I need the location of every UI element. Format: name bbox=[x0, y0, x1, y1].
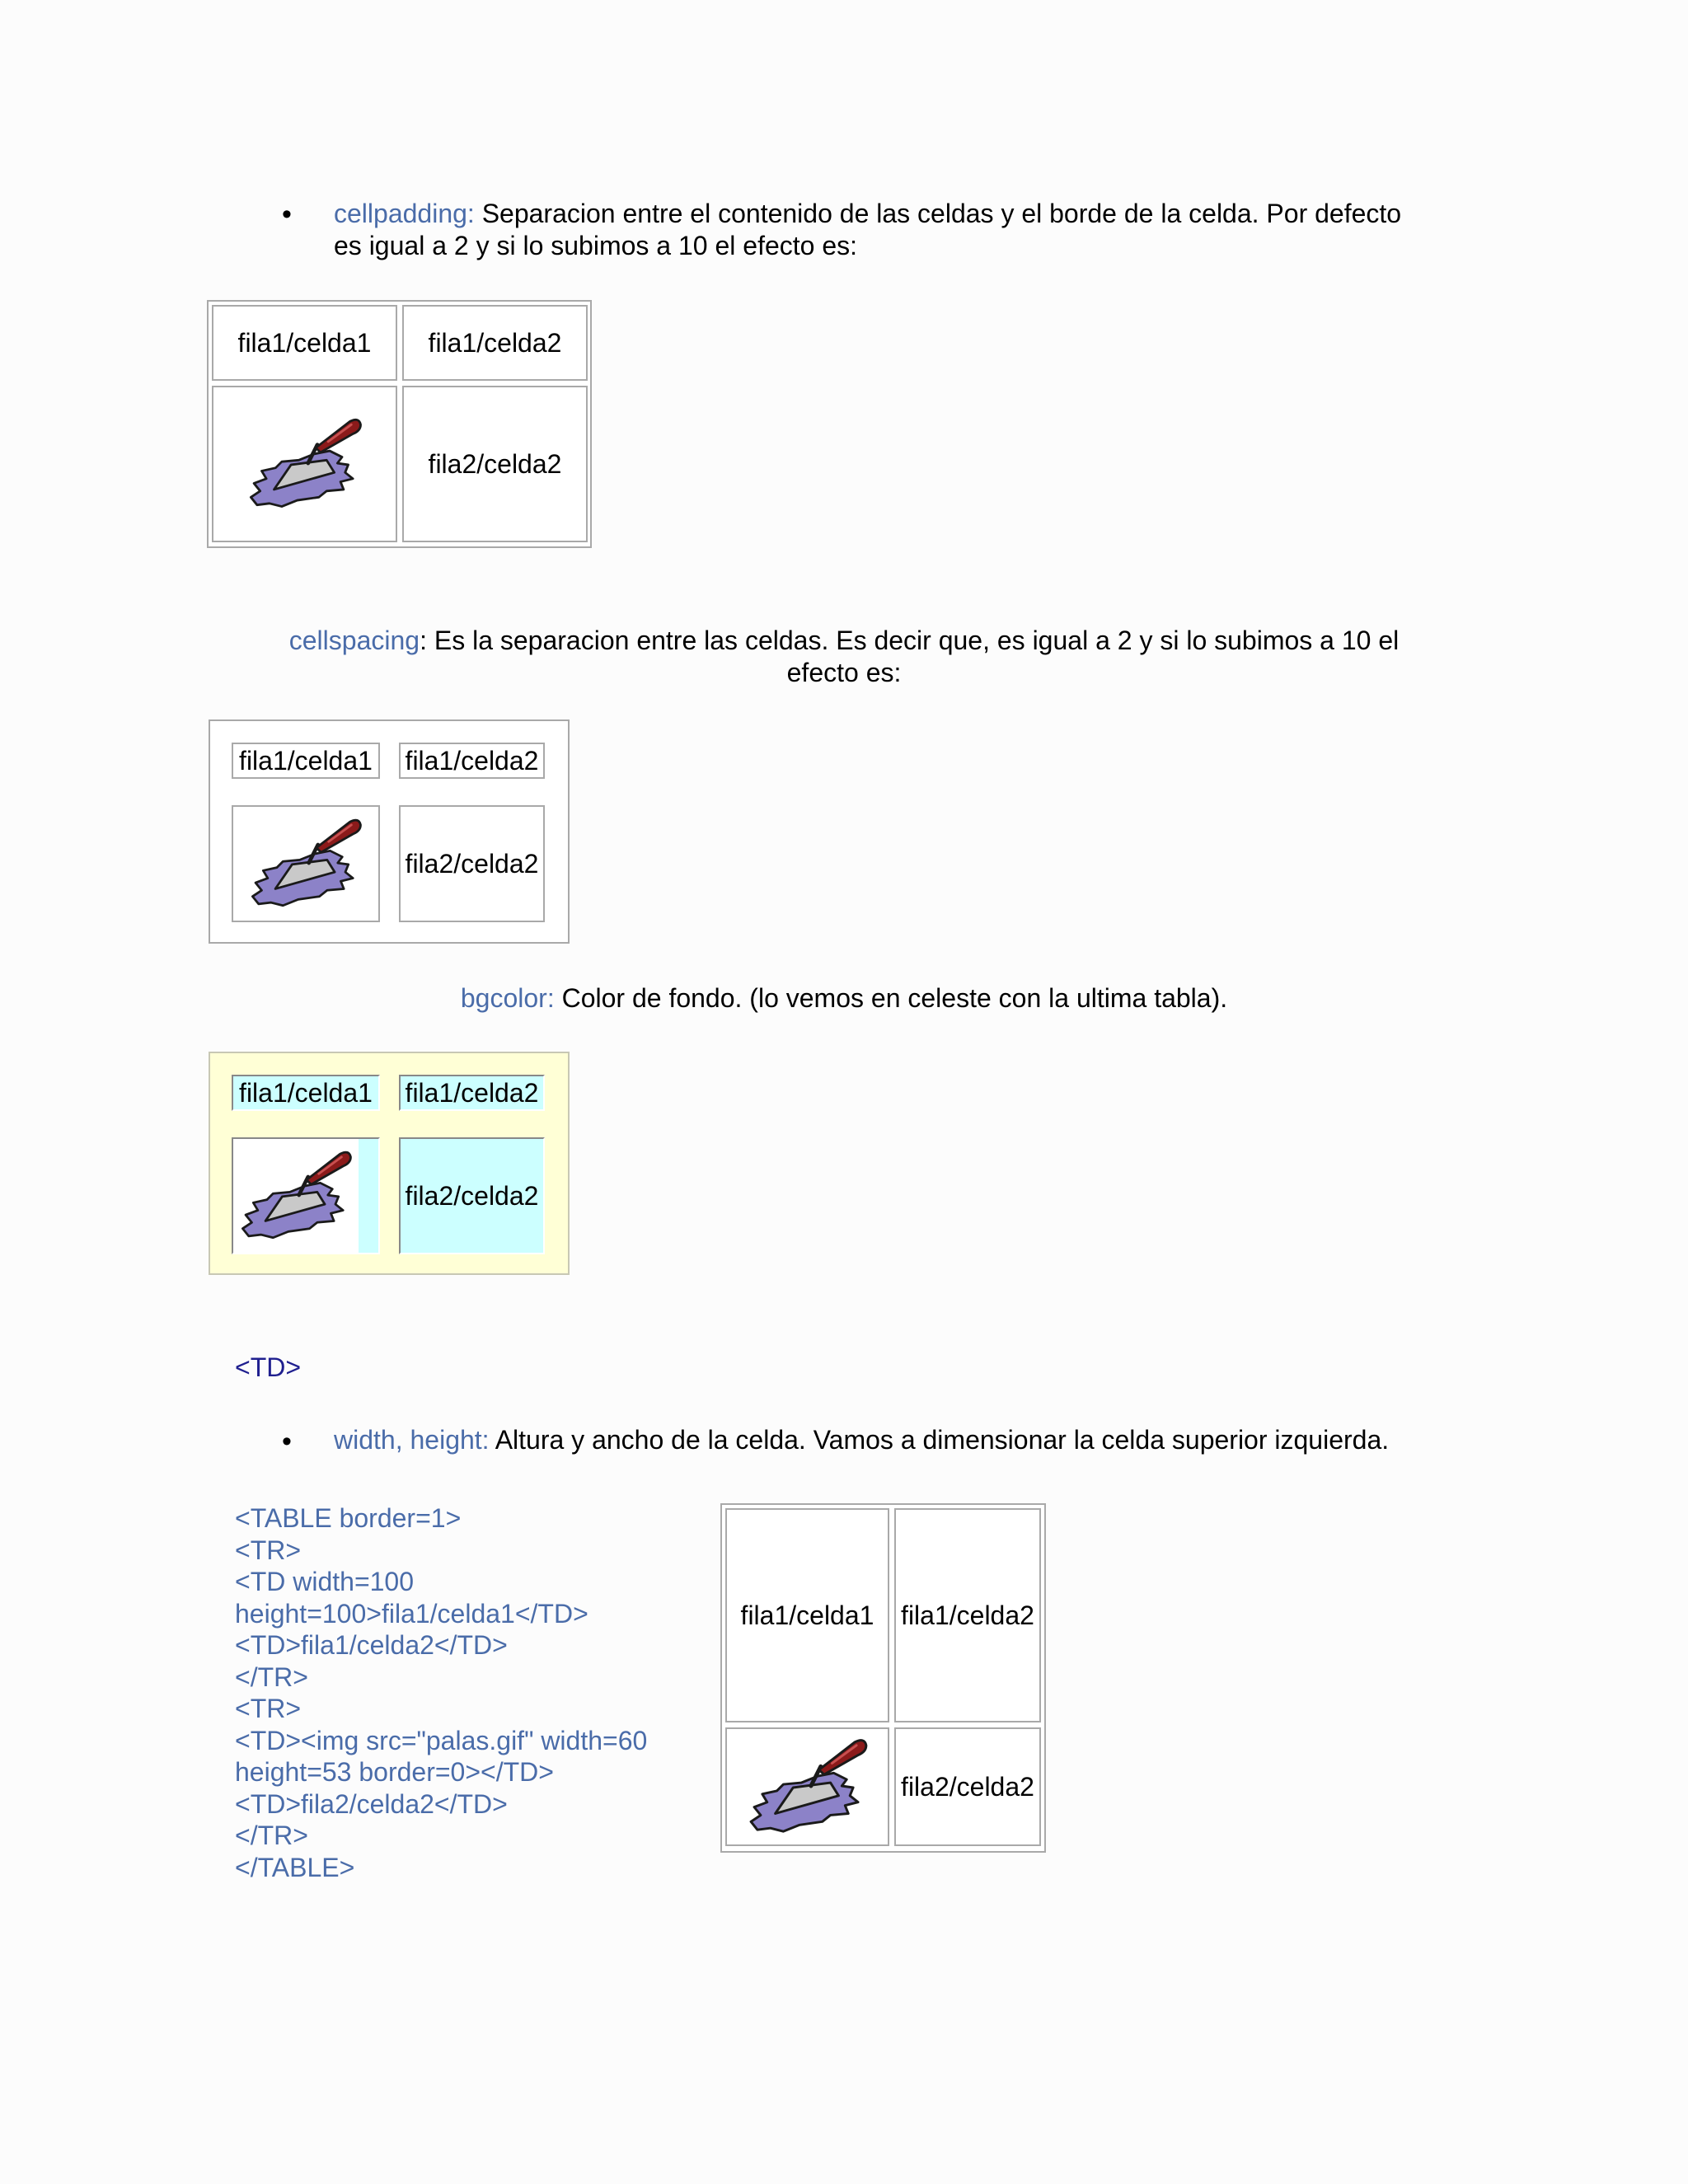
bullet: • bbox=[282, 199, 292, 230]
code-line: <TABLE border=1> bbox=[235, 1503, 462, 1533]
cellpadding-example-table bbox=[207, 300, 592, 548]
table-cell: fila2/celda2 bbox=[894, 1727, 1041, 1846]
table-cell-image bbox=[212, 386, 397, 542]
trowel-icon bbox=[243, 414, 367, 514]
table-cell: fila1/celda1 bbox=[232, 1075, 380, 1111]
bullet: • bbox=[282, 1426, 292, 1457]
table-cell: fila1/celda2 bbox=[894, 1508, 1041, 1722]
table-cell: fila2/celda2 bbox=[399, 805, 545, 922]
table-cell: fila1/celda1 bbox=[212, 305, 397, 381]
cellpadding-keyword: cellpadding: bbox=[334, 199, 475, 228]
table-cell-image bbox=[232, 805, 380, 922]
width-height-example-table bbox=[720, 1503, 1046, 1853]
table-cell-image bbox=[232, 1137, 380, 1254]
td-heading: <TD> bbox=[235, 1352, 302, 1382]
table-cell: fila1/celda2 bbox=[399, 743, 545, 779]
cellspacing-text-line1: : Es la separacion entre las celdas. Es decir que, es igual a 2 y si lo subimos a 10 el bbox=[420, 626, 1400, 655]
table-cell: fila2/celda2 bbox=[399, 1137, 545, 1254]
width-height-text: Altura y ancho de la celda. Vamos a dimensionar la celda superior izquierda. bbox=[489, 1425, 1390, 1455]
table-cell: fila1/celda1 bbox=[725, 1508, 889, 1722]
code-line: <TR> bbox=[235, 1535, 302, 1565]
width-height-paragraph bbox=[334, 1424, 1529, 1456]
bgcolor-paragraph bbox=[206, 982, 1482, 1015]
code-line: </TABLE> bbox=[235, 1852, 355, 1882]
cellspacing-text-line2: efecto es: bbox=[786, 658, 902, 687]
code-line: height=53 border=0></TD> bbox=[235, 1757, 554, 1787]
bgcolor-keyword: bgcolor: bbox=[460, 983, 555, 1013]
code-line: height=100>fila1/celda1</TD> bbox=[235, 1598, 588, 1629]
width-height-keyword: width, height: bbox=[334, 1425, 490, 1455]
bgcolor-text: Color de fondo. (lo vemos en celeste con la ultima tabla). bbox=[554, 983, 1228, 1013]
trowel-icon bbox=[742, 1734, 874, 1840]
cellpadding-text-line1: Separacion entre el contenido de las celdas y el borde de la celda. Por defecto bbox=[474, 199, 1402, 228]
html-code-block bbox=[235, 1502, 647, 1883]
code-line: <TR> bbox=[235, 1694, 302, 1723]
table-cell: fila1/celda2 bbox=[399, 1075, 545, 1111]
trowel-icon bbox=[245, 814, 367, 913]
code-line: <TD>fila2/celda2</TD> bbox=[235, 1788, 508, 1819]
cellpadding-paragraph bbox=[334, 198, 1488, 262]
code-line: </TR> bbox=[235, 1661, 308, 1692]
table-cell: fila1/celda2 bbox=[402, 305, 588, 381]
cellspacing-keyword: cellspacing bbox=[288, 626, 420, 655]
cellspacing-paragraph bbox=[206, 625, 1482, 689]
trowel-icon bbox=[235, 1146, 357, 1245]
table-cell: fila2/celda2 bbox=[402, 386, 588, 542]
cellpadding-text-line2: es igual a 2 y si lo subimos a 10 el efecto es: bbox=[334, 231, 858, 260]
bgcolor-example-table bbox=[209, 1052, 570, 1275]
cellspacing-example-table bbox=[209, 719, 570, 944]
code-line: </TR> bbox=[235, 1821, 308, 1850]
code-line: <TD><img src="palas.gif" width=60 bbox=[235, 1725, 648, 1755]
code-line: <TD>fila1/celda2</TD> bbox=[235, 1630, 508, 1660]
code-line: <TD width=100 bbox=[235, 1567, 415, 1596]
table-cell: fila1/celda1 bbox=[232, 743, 380, 779]
table-cell-image bbox=[725, 1727, 889, 1846]
